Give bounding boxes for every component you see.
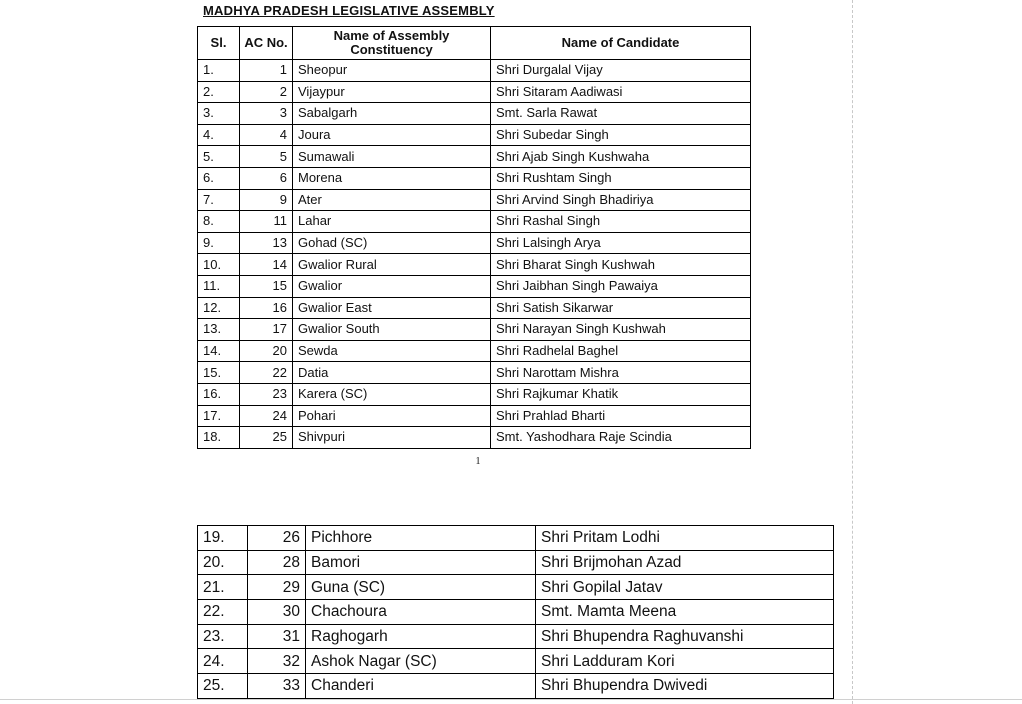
cell-candidate: Shri Rajkumar Khatik <box>491 383 751 405</box>
cell-sl: 24. <box>198 649 248 674</box>
cell-candidate: Shri Satish Sikarwar <box>491 297 751 319</box>
cell-ac-no: 4 <box>240 124 293 146</box>
cell-candidate: Shri Radhelal Baghel <box>491 340 751 362</box>
cell-constituency: Chanderi <box>306 674 536 699</box>
cell-ac-no: 14 <box>240 254 293 276</box>
cell-sl: 10. <box>198 254 240 276</box>
table-row <box>198 254 751 276</box>
header-sl: Sl. <box>198 27 240 60</box>
cell-ac-no: 15 <box>240 275 293 297</box>
cell-constituency: Gohad (SC) <box>293 232 491 254</box>
cell-ac-no: 29 <box>248 575 306 600</box>
cell-candidate: Shri Narottam Mishra <box>491 362 751 384</box>
page-bottom-divider <box>0 699 1022 700</box>
cell-candidate: Shri Arvind Singh Bhadiriya <box>491 189 751 211</box>
cell-candidate: Shri Bharat Singh Kushwah <box>491 254 751 276</box>
cell-sl: 4. <box>198 124 240 146</box>
cell-sl: 18. <box>198 427 240 449</box>
cell-constituency: Gwalior Rural <box>293 254 491 276</box>
cell-ac-no: 5 <box>240 146 293 168</box>
cell-sl: 20. <box>198 550 248 575</box>
cell-candidate: Shri Subedar Singh <box>491 124 751 146</box>
cell-constituency: Pohari <box>293 405 491 427</box>
cell-candidate: Shri Durgalal Vijay <box>491 60 751 82</box>
cell-candidate: Shri Narayan Singh Kushwah <box>491 319 751 341</box>
cell-ac-no: 24 <box>240 405 293 427</box>
cell-sl: 21. <box>198 575 248 600</box>
cell-constituency: Gwalior <box>293 275 491 297</box>
cell-candidate: Shri Gopilal Jatav <box>536 575 834 600</box>
table-row <box>198 103 751 125</box>
table-row <box>198 405 751 427</box>
table-row <box>198 211 751 233</box>
cell-ac-no: 13 <box>240 232 293 254</box>
table-row <box>198 674 834 699</box>
cell-sl: 14. <box>198 340 240 362</box>
page-number: 1 <box>475 456 481 467</box>
cell-constituency: Lahar <box>293 211 491 233</box>
cell-constituency: Shivpuri <box>293 427 491 449</box>
cell-candidate: Shri Pritam Lodhi <box>536 526 834 551</box>
cell-constituency: Gwalior East <box>293 297 491 319</box>
table-row <box>198 340 751 362</box>
table-row <box>198 275 751 297</box>
cell-candidate: Shri Rashal Singh <box>491 211 751 233</box>
table-row <box>198 232 751 254</box>
cell-constituency: Gwalior South <box>293 319 491 341</box>
candidates-table-page-1 <box>197 26 751 449</box>
table-row <box>198 600 834 625</box>
cell-ac-no: 22 <box>240 362 293 384</box>
cell-candidate: Shri Ladduram Kori <box>536 649 834 674</box>
table-row <box>198 297 751 319</box>
cell-candidate: Shri Brijmohan Azad <box>536 550 834 575</box>
cell-sl: 12. <box>198 297 240 319</box>
cell-candidate: Shri Prahlad Bharti <box>491 405 751 427</box>
cell-ac-no: 20 <box>240 340 293 362</box>
cell-sl: 13. <box>198 319 240 341</box>
cell-candidate: Shri Sitaram Aadiwasi <box>491 81 751 103</box>
table-row <box>198 319 751 341</box>
cell-candidate: Shri Rushtam Singh <box>491 167 751 189</box>
cell-constituency: Ater <box>293 189 491 211</box>
cell-ac-no: 33 <box>248 674 306 699</box>
table-row <box>198 60 751 82</box>
cell-candidate: Shri Jaibhan Singh Pawaiya <box>491 275 751 297</box>
cell-ac-no: 32 <box>248 649 306 674</box>
table-row <box>198 550 834 575</box>
table-row <box>198 362 751 384</box>
cell-ac-no: 2 <box>240 81 293 103</box>
table-row <box>198 383 751 405</box>
cell-ac-no: 17 <box>240 319 293 341</box>
cell-ac-no: 6 <box>240 167 293 189</box>
table-row <box>198 427 751 449</box>
cell-constituency: Sumawali <box>293 146 491 168</box>
cell-constituency: Sheopur <box>293 60 491 82</box>
cell-ac-no: 16 <box>240 297 293 319</box>
cell-constituency: Raghogarh <box>306 624 536 649</box>
cell-ac-no: 11 <box>240 211 293 233</box>
cell-constituency: Morena <box>293 167 491 189</box>
cell-sl: 7. <box>198 189 240 211</box>
cell-ac-no: 28 <box>248 550 306 575</box>
table-row <box>198 649 834 674</box>
cell-sl: 3. <box>198 103 240 125</box>
header-candidate: Name of Candidate <box>491 27 751 60</box>
cell-sl: 11. <box>198 275 240 297</box>
cell-sl: 17. <box>198 405 240 427</box>
cell-ac-no: 23 <box>240 383 293 405</box>
cell-sl: 5. <box>198 146 240 168</box>
cell-candidate: Smt. Yashodhara Raje Scindia <box>491 427 751 449</box>
cell-constituency: Pichhore <box>306 526 536 551</box>
cell-sl: 16. <box>198 383 240 405</box>
cell-constituency: Joura <box>293 124 491 146</box>
cell-sl: 25. <box>198 674 248 699</box>
cell-candidate: Shri Bhupendra Dwivedi <box>536 674 834 699</box>
table-row <box>198 146 751 168</box>
table-header-row <box>198 27 751 60</box>
table-row <box>198 167 751 189</box>
cell-ac-no: 31 <box>248 624 306 649</box>
header-constituency: Name of Assembly Constituency <box>293 27 491 60</box>
cell-constituency: Sabalgarh <box>293 103 491 125</box>
cell-sl: 19. <box>198 526 248 551</box>
cell-constituency: Bamori <box>306 550 536 575</box>
cell-candidate: Smt. Mamta Meena <box>536 600 834 625</box>
cell-candidate: Shri Ajab Singh Kushwaha <box>491 146 751 168</box>
cell-ac-no: 30 <box>248 600 306 625</box>
cell-ac-no: 9 <box>240 189 293 211</box>
cell-constituency: Datia <box>293 362 491 384</box>
cell-constituency: Chachoura <box>306 600 536 625</box>
cell-sl: 22. <box>198 600 248 625</box>
cell-sl: 6. <box>198 167 240 189</box>
cell-constituency: Karera (SC) <box>293 383 491 405</box>
table-row <box>198 575 834 600</box>
candidates-table-page-2 <box>197 525 834 699</box>
table-row <box>198 124 751 146</box>
cell-ac-no: 26 <box>248 526 306 551</box>
cell-sl: 2. <box>198 81 240 103</box>
cell-constituency: Vijaypur <box>293 81 491 103</box>
cell-candidate: Smt. Sarla Rawat <box>491 103 751 125</box>
cell-constituency: Sewda <box>293 340 491 362</box>
cell-constituency: Guna (SC) <box>306 575 536 600</box>
cell-sl: 1. <box>198 60 240 82</box>
cell-ac-no: 3 <box>240 103 293 125</box>
table-row <box>198 624 834 649</box>
table-row <box>198 526 834 551</box>
cell-candidate: Shri Bhupendra Raghuvanshi <box>536 624 834 649</box>
cell-candidate: Shri Lalsingh Arya <box>491 232 751 254</box>
cell-sl: 8. <box>198 211 240 233</box>
table-row <box>198 81 751 103</box>
cell-sl: 9. <box>198 232 240 254</box>
cell-sl: 23. <box>198 624 248 649</box>
cell-ac-no: 25 <box>240 427 293 449</box>
header-ac-no: AC No. <box>240 27 293 60</box>
table-row <box>198 189 751 211</box>
cell-ac-no: 1 <box>240 60 293 82</box>
cell-constituency: Ashok Nagar (SC) <box>306 649 536 674</box>
document-title: MADHYA PRADESH LEGISLATIVE ASSEMBLY <box>203 3 495 18</box>
cell-sl: 15. <box>198 362 240 384</box>
page-edge-divider <box>852 0 853 704</box>
